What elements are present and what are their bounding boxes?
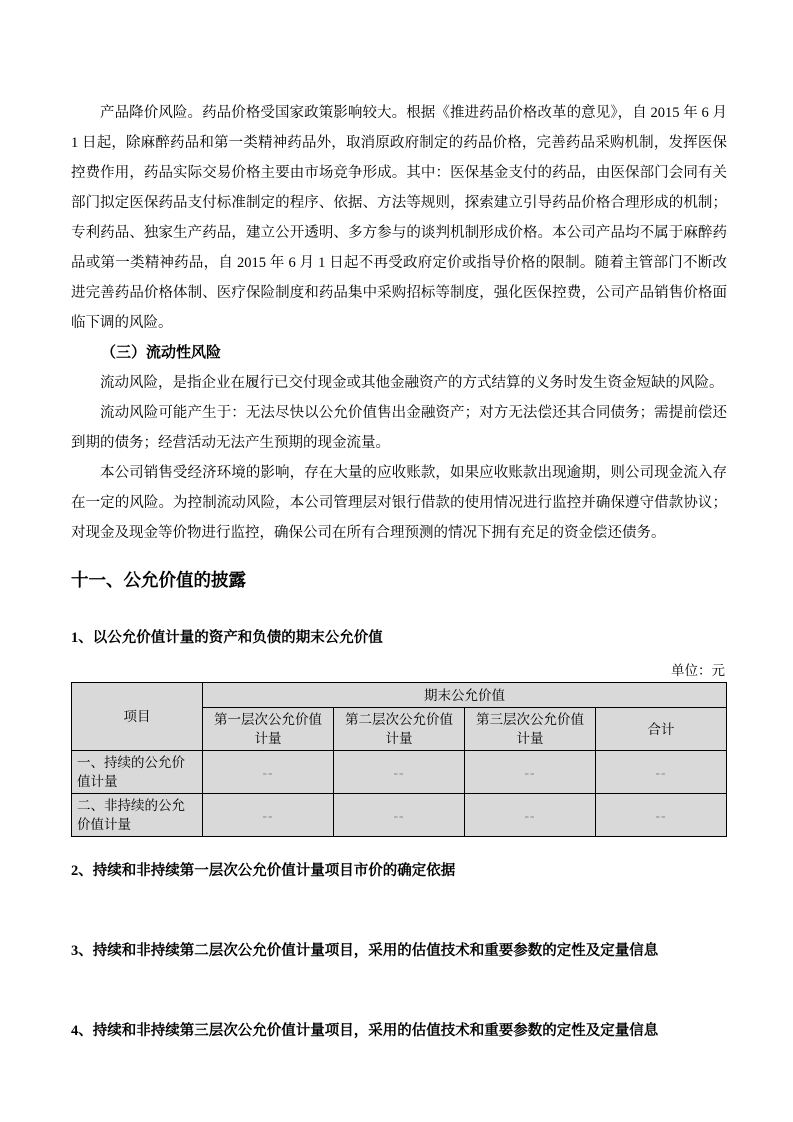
table-cell: -- <box>465 751 596 794</box>
paragraph-liquidity-control: 本公司销售受经济环境的影响，存在大量的应收账款，如果应收账款出现逾期，则公司现金流入存在一定的风险。为控制流动风险，本公司管理层对银行借款的使用情况进行监控并确保遵守借款协议；对现金及现金等价物进行监控，确保公司在所有合理预测的情况下拥有充足的资金偿还债务。 <box>71 465 727 541</box>
paragraph-product-price-risk: 产品降价风险。药品价格受国家政策影响较大。根据《推进药品价格改革的意见》，自 2015 年 6 月 1 日起，除麻醉药品和第一类精神药品外，取消原政府制定的药品价格，完善药品采购机制，发挥医保控费作用，药品实际交易价格主要由市场竞争形成。其中：医保基金支付的药品，由医保部门会同有关部门拟定医保药品支付标准制定的程序、依据、方法等规则，探索建立引导药品价格合理形成的机制；专利药品、独家生产药品，建立公开透明、多方参与的谈判机制形成价格。本公司产品均不属于麻醉药品或第一类精神药品，自 2015 年 6 月 1 日起不再受政府定价或指导价格的限制。随着主管部门不断改进完善药品价格体制、医疗保险制度和药品集中采购招标等制度，强化医保控费，公司产品销售价格面临下调的风险。 <box>71 105 727 331</box>
unit-label: 单位：元 <box>671 663 725 678</box>
paragraph-liquidity-definition: 流动风险，是指企业在履行已交付现金或其他金融资产的方式结算的义务时发生资金短缺的风险。 <box>100 375 724 391</box>
table-cell: -- <box>465 794 596 837</box>
table-header-level3: 第三层次公允价值计量 <box>465 708 596 751</box>
section-title-fair-value-disclosure: 十一、公允价值的披露 <box>71 570 246 590</box>
fair-value-table <box>71 682 727 837</box>
table-header-total: 合计 <box>596 708 727 751</box>
table-header-item: 项目 <box>72 683 203 751</box>
subheading-2-level1-basis: 2、持续和非持续第一层次公允价值计量项目市价的确定依据 <box>71 863 456 879</box>
table-header-level1: 第一层次公允价值计量 <box>203 708 334 751</box>
table-cell: -- <box>596 751 727 794</box>
table-cell: -- <box>203 751 334 794</box>
heading-liquidity-risk: （三）流动性风险 <box>101 345 222 361</box>
table-cell: -- <box>334 751 465 794</box>
table-header-level2: 第二层次公允价值计量 <box>334 708 465 751</box>
table-cell: -- <box>596 794 727 837</box>
table-row-label: 二、非持续的公允价值计量 <box>72 794 203 837</box>
page-content <box>71 98 727 1041</box>
table-row-non-continuous <box>72 794 727 837</box>
table-cell: -- <box>203 794 334 837</box>
paragraph-liquidity-sources: 流动风险可能产生于：无法尽快以公允价值售出金融资产；对方无法偿还其合同债务；需提前偿还到期的债务；经营活动无法产生预期的现金流量。 <box>71 405 727 451</box>
table-cell: -- <box>334 794 465 837</box>
subheading-4-level3-valuation: 4、持续和非持续第三层次公允价值计量项目，采用的估值技术和重要参数的定性及定量信息 <box>71 1023 659 1039</box>
subheading-3-level2-valuation: 3、持续和非持续第二层次公允价值计量项目，采用的估值技术和重要参数的定性及定量信息 <box>71 943 659 959</box>
table-header-group-period-end-fair-value: 期末公允价值 <box>203 683 727 708</box>
subheading-1-fair-value-measured: 1、以公允价值计量的资产和负债的期末公允价值 <box>71 630 383 646</box>
table-row-continuous <box>72 751 727 794</box>
table-row-label: 一、持续的公允价值计量 <box>72 751 203 794</box>
